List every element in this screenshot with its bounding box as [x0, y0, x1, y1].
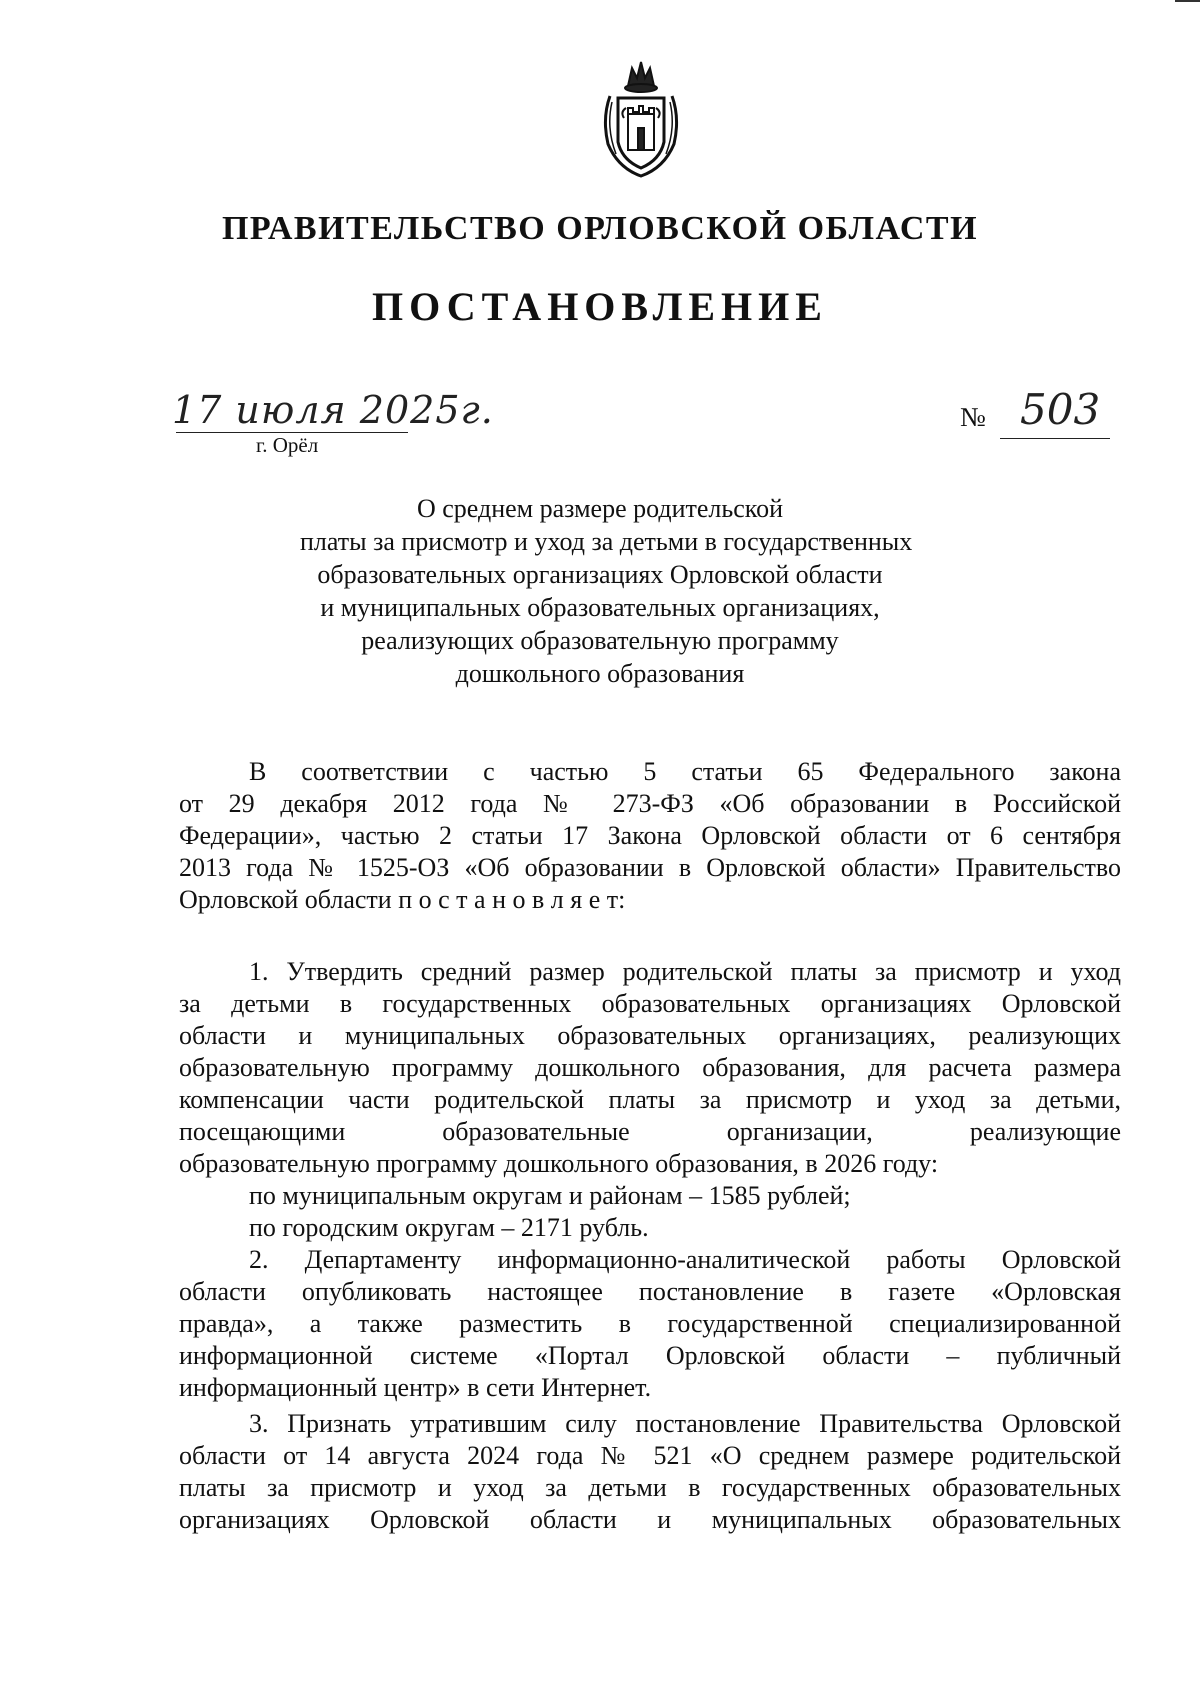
number-underline	[1000, 438, 1110, 439]
item1-line: области и муниципальных образовательных организациях, реализующих	[179, 1021, 1121, 1050]
item3-line: 3. Признать утратившим силу постановление Правительства Орловской	[249, 1409, 1121, 1438]
item1-line: за детьми в государственных образовательных организациях Орловской	[179, 989, 1121, 1018]
item3-line: платы за присмотр и уход за детьми в государственных образовательных	[179, 1473, 1121, 1502]
preamble-line: 2013 года № 1525-ОЗ «Об образовании в Орловской области» Правительство	[179, 853, 1121, 882]
item1-line: компенсации части родительской платы за присмотр и уход за детьми,	[179, 1085, 1121, 1114]
item2-line: области опубликовать настоящее постановление в газете «Орловская	[179, 1277, 1121, 1306]
preamble-line: В соответствии с частью 5 статьи 65 Федерального закона	[249, 757, 1121, 786]
organization-title: ПРАВИТЕЛЬСТВО ОРЛОВСКОЙ ОБЛАСТИ	[221, 210, 979, 247]
preamble-line: от 29 декабря 2012 года № 273-ФЗ «Об образовании в Российской	[179, 789, 1121, 818]
subject-line: реализующих образовательную программу	[361, 626, 839, 655]
item2-line: правда», а также разместить в государственной специализированной	[179, 1309, 1121, 1338]
orel-oblast-coat-of-arms-icon	[598, 58, 684, 180]
item1-sub-line: по городским округам – 2171 рубль.	[249, 1213, 649, 1242]
item1-line: образовательную программу дошкольного образования, в 2026 году:	[179, 1149, 939, 1178]
document-subject	[300, 492, 913, 690]
subject-line: образовательных организациях Орловской области	[317, 560, 883, 589]
subject-line: О среднем размере родительской	[416, 494, 784, 523]
item2-line: информационной системе «Портал Орловской области – публичный	[179, 1341, 1121, 1370]
preamble-line: Федерации», частью 2 статьи 17 Закона Орловской области от 6 сентября	[179, 821, 1121, 850]
item3-line: организациях Орловской области и муниципальных образовательных	[179, 1505, 1121, 1534]
scan-edge-mark	[1175, 0, 1200, 2]
item3-line: области от 14 августа 2024 года № 521 «О среднем размере родительской	[179, 1441, 1121, 1470]
document-body	[179, 756, 1121, 1536]
handwritten-number: 503	[1020, 385, 1101, 434]
item1-line: образовательную программу дошкольного образования, для расчета размера	[179, 1053, 1121, 1082]
item2-line: 2. Департаменту информационно-аналитической работы Орловской	[249, 1245, 1121, 1274]
preamble-line: Орловской области п о с т а н о в л я е т:	[179, 885, 626, 914]
subject-line: платы за присмотр и уход за детьми в государственных	[300, 527, 913, 556]
subject-line: дошкольного образования	[455, 659, 745, 688]
item1-line: посещающими образовательные организации, реализующие	[179, 1117, 1121, 1146]
item1-sub-line: по муниципальным округам и районам – 1585 рублей;	[249, 1181, 851, 1210]
subject-line: и муниципальных образовательных организациях,	[320, 593, 880, 622]
city-label: г. Орёл	[256, 433, 319, 457]
document-type-title: ПОСТАНОВЛЕНИЕ	[372, 284, 828, 329]
number-label: №	[960, 402, 986, 432]
handwritten-date: 17 июля 2025г.	[172, 388, 494, 432]
item2-line: информационный центр» в сети Интернет.	[179, 1373, 652, 1402]
item1-line: 1. Утвердить средний размер родительской платы за присмотр и уход	[249, 957, 1121, 986]
